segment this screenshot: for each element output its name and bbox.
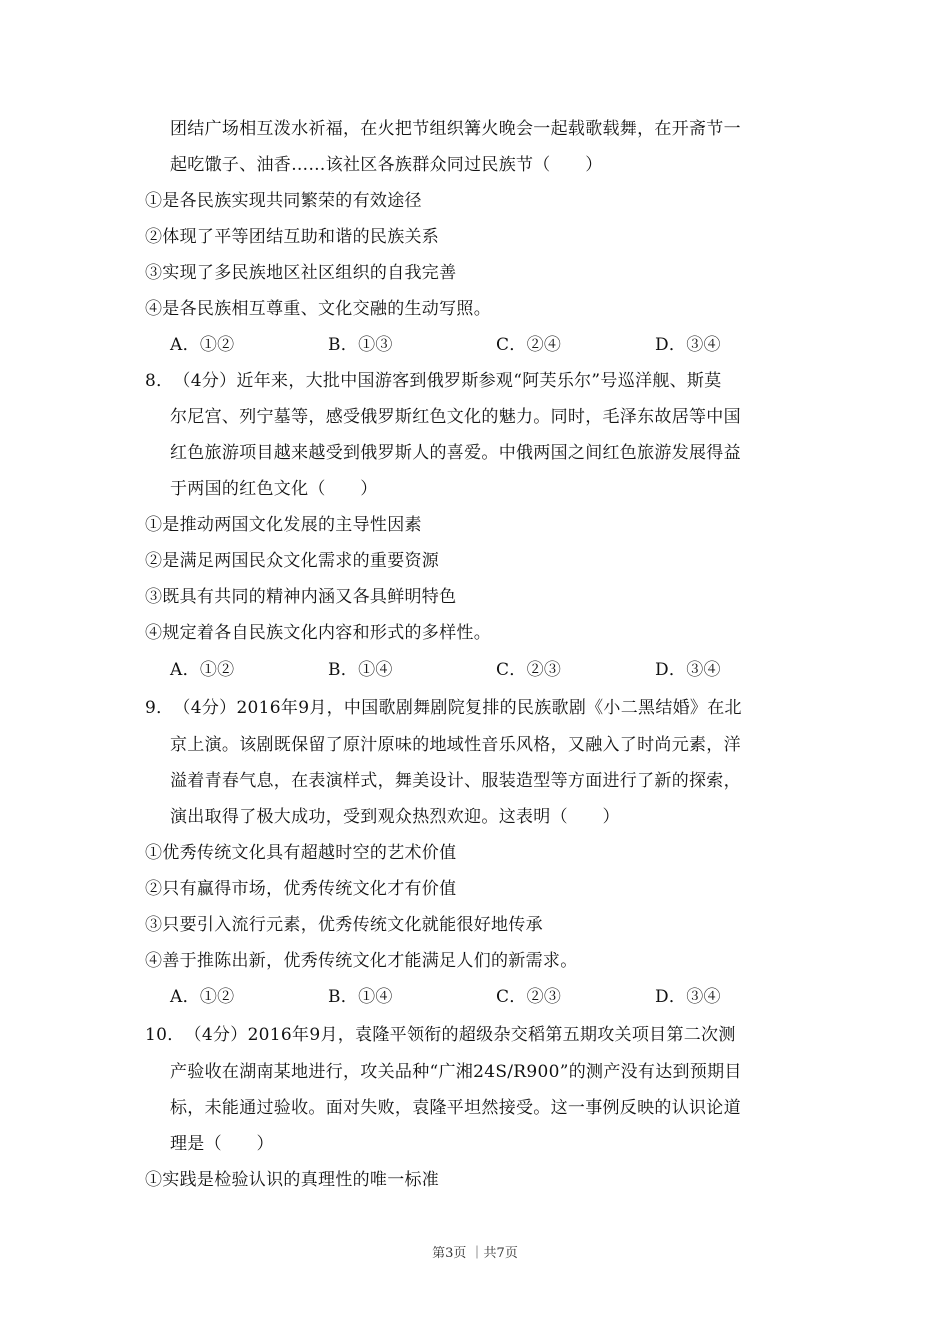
q9-number: 9． <box>145 698 174 718</box>
q7-option-c: C．②④ <box>496 335 562 355</box>
q9-statement: ③只要引入流行元素，优秀传统文化就能很好地传承 <box>145 915 543 935</box>
q7-stem-line: 起吃馓子、油香……该社区各族群众同过民族节（ ） <box>170 155 603 175</box>
q7-statement: ①是各民族实现共同繁荣的有效途径 <box>145 191 422 211</box>
q9-option-d: D．③④ <box>655 987 721 1007</box>
q7-statement: ④是各民族相互尊重、文化交融的生动写照。 <box>145 299 491 319</box>
q7-statement: ③实现了多民族地区社区组织的自我完善 <box>145 263 457 283</box>
q8-option-b: B．①④ <box>328 660 393 680</box>
q9-stem-line: 京上演。该剧既保留了原汁原味的地域性音乐风格，又融入了时尚元素，洋 <box>170 735 741 755</box>
q8-option-d: D．③④ <box>655 660 721 680</box>
q8-stem-line: 于两国的红色文化（ ） <box>170 479 378 499</box>
q8-stem-line: 尔尼宫、列宁墓等，感受俄罗斯红色文化的魅力。同时，毛泽东故居等中国 <box>170 407 741 427</box>
q7-option-b: B．①③ <box>328 335 393 355</box>
q9-stem-line: 溢着青春气息，在表演样式，舞美设计、服装造型等方面进行了新的探索， <box>170 771 741 791</box>
q10-stem-line: 产验收在湖南某地进行，攻关品种“广湘24S/R900”的测产没有达到预期目 <box>170 1062 742 1082</box>
q8-statement: ③既具有共同的精神内涵又各具鲜明特色 <box>145 587 457 607</box>
q9-stem-line: （4分）2016年9月，中国歌剧舞剧院复排的民族歌剧《小二黑结婚》在北 <box>173 698 742 718</box>
q8-statement: ④规定着各自民族文化内容和形式的多样性。 <box>145 623 491 643</box>
q9-statement: ①优秀传统文化具有超越时空的艺术价值 <box>145 843 457 863</box>
q8-statement: ①是推动两国文化发展的主导性因素 <box>145 515 422 535</box>
q10-stem-first-line <box>145 1024 810 1046</box>
q8-stem-line: （4分）近年来，大批中国游客到俄罗斯参观“阿芙乐尔”号巡洋舰、斯莫 <box>173 371 722 391</box>
q10-stem-line: 标，未能通过验收。面对失败，袁隆平坦然接受。这一事例反映的认识论道 <box>170 1098 741 1118</box>
q9-statement: ②只有赢得市场，优秀传统文化才有价值 <box>145 879 457 899</box>
q8-stem-first-line <box>145 370 810 392</box>
q10-stem-line: 理是（ ） <box>170 1134 274 1154</box>
q8-option-a: A．①② <box>170 660 235 680</box>
q8-stem-line: 红色旅游项目越来越受到俄罗斯人的喜爱。中俄两国之间红色旅游发展得益 <box>170 443 741 463</box>
q9-option-b: B．①④ <box>328 987 393 1007</box>
q9-option-c: C．②③ <box>496 987 562 1007</box>
q8-statement: ②是满足两国民众文化需求的重要资源 <box>145 551 440 571</box>
q9-option-a: A．①② <box>170 987 235 1007</box>
q8-number: 8． <box>145 371 174 391</box>
q7-statement: ②体现了平等团结互助和谐的民族关系 <box>145 227 440 247</box>
q9-stem-line: 演出取得了极大成功，受到观众热烈欢迎。这表明（ ） <box>170 807 620 827</box>
q7-stem-line: 团结广场相互泼水祈福，在火把节组织篝火晚会一起载歌载舞，在开斋节一 <box>170 119 741 139</box>
q8-option-c: C．②③ <box>496 660 562 680</box>
page-footer: 第3页 ｜共7页 <box>432 1246 518 1261</box>
q7-option-a: A．①② <box>170 335 235 355</box>
q9-stem-first-line <box>145 697 810 719</box>
q10-stem-line: （4分）2016年9月，袁隆平领衔的超级杂交稻第五期攻关项目第二次测 <box>184 1025 736 1045</box>
q9-statement: ④善于推陈出新，优秀传统文化才能满足人们的新需求。 <box>145 951 578 971</box>
q7-option-d: D．③④ <box>655 335 721 355</box>
q10-number: 10． <box>145 1025 185 1045</box>
q10-statement: ①实践是检验认识的真理性的唯一标准 <box>145 1170 440 1190</box>
